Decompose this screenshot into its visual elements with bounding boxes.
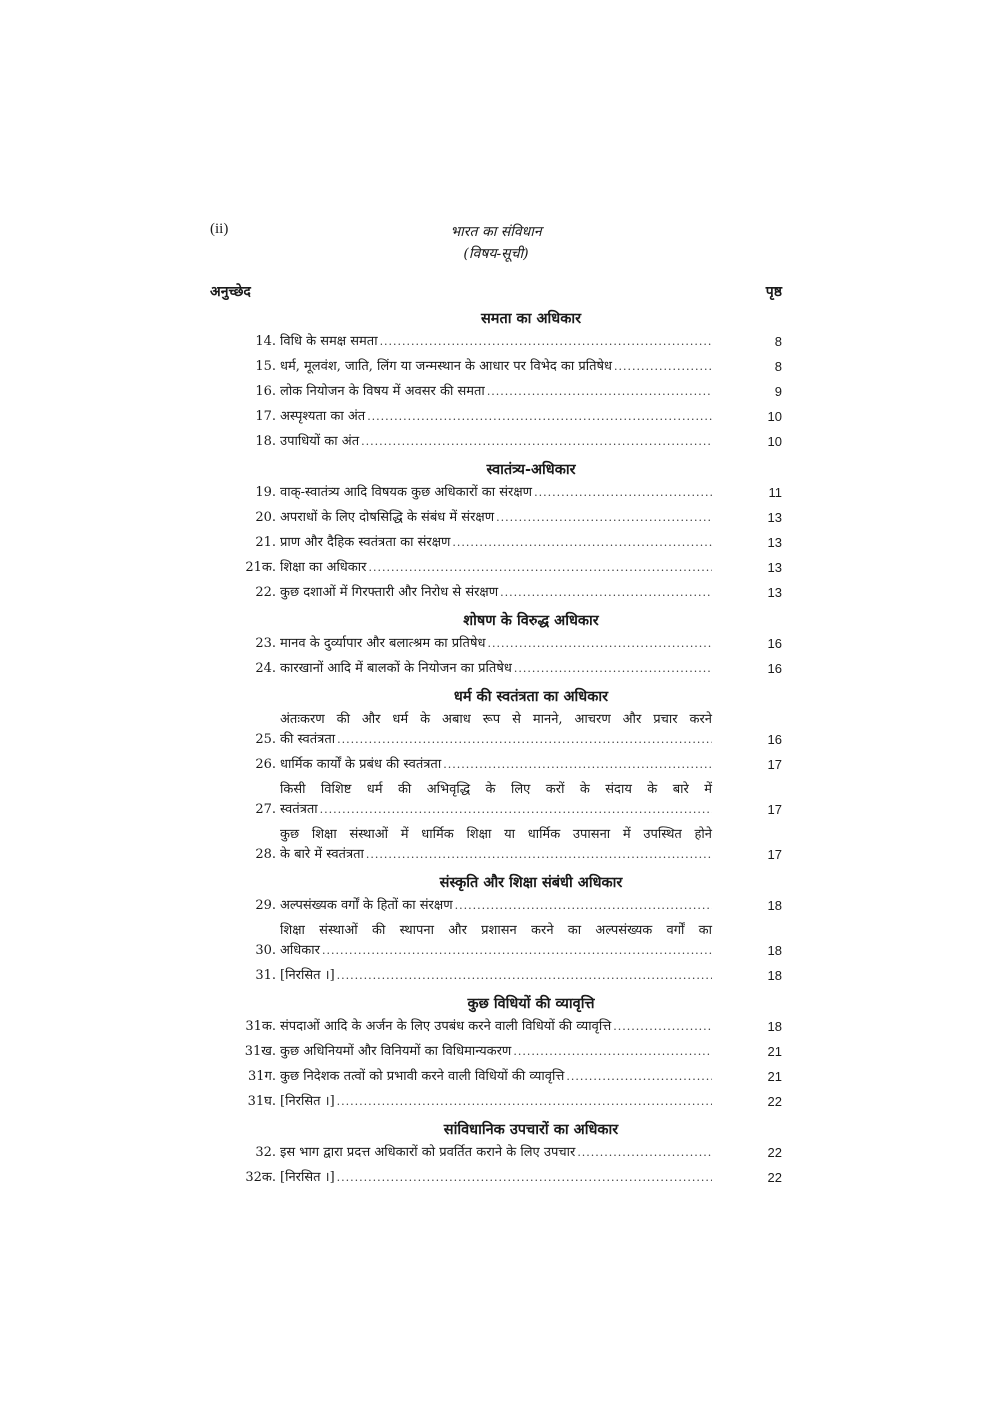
- article-title-line: कुछ निदेशक तत्वों को प्रभावी करने वाली विधियों की व्यावृत्ति: [280, 1069, 565, 1084]
- dot-leader: [380, 332, 712, 352]
- article-title-line: [निरसित ।]: [280, 968, 335, 983]
- page-ref: 18: [767, 968, 782, 983]
- article-title-line: संपदाओं आदि के अर्जन के लिए उपबंध करने वाली विधियों की व्यावृत्ति: [280, 1019, 612, 1034]
- document-subtitle: (विषय-सूची): [463, 246, 529, 262]
- dot-leader: [577, 1143, 712, 1163]
- toc-entry[interactable]: [240, 1143, 782, 1163]
- page-ref: 11: [768, 485, 782, 500]
- page-ref: 18: [767, 1019, 782, 1034]
- dot-leader: [487, 634, 712, 654]
- toc-entry[interactable]: [240, 508, 782, 528]
- page-ref: 21: [767, 1044, 782, 1059]
- dot-leader: [337, 1168, 712, 1188]
- dot-leader: [514, 659, 712, 679]
- section-heading: धर्म की स्वतंत्रता का अधिकार: [453, 688, 609, 705]
- section-heading: स्वातंत्र्य-अधिकार: [486, 461, 576, 478]
- article-title-line: इस भाग द्वारा प्रदत्त अधिकारों को प्रवर्तित कराने के लिए उपचार: [280, 1145, 576, 1160]
- article-number: 31ग.: [248, 1069, 276, 1084]
- article-title: [280, 1017, 712, 1037]
- article-title-line: अल्पसंख्यक वर्गों के हितों का संरक्षण: [280, 898, 453, 913]
- page-ref: 22: [767, 1145, 782, 1160]
- article-title-line: अस्पृश्यता का अंत: [280, 409, 366, 424]
- section-heading: सांविधानिक उपचारों का अधिकार: [443, 1121, 619, 1138]
- page-ref: 17: [767, 802, 782, 817]
- toc-entry[interactable]: [240, 357, 782, 377]
- article-title: [280, 780, 712, 820]
- article-number: 20.: [255, 510, 276, 525]
- page-ref: 9: [774, 384, 782, 399]
- page-ref: 16: [767, 661, 782, 676]
- dot-leader: [322, 941, 712, 961]
- toc-entry[interactable]: [240, 921, 782, 961]
- page-ref: 18: [767, 898, 782, 913]
- article-title: [280, 1092, 712, 1112]
- article-title-line: कुछ शिक्षा संस्थाओं में धार्मिक शिक्षा या धार्मिक उपासना में उपस्थित होने: [280, 827, 712, 842]
- page-ref: 16: [767, 636, 782, 651]
- article-number: 28.: [255, 847, 276, 862]
- page-column-header: पृष्ठ: [765, 284, 782, 300]
- article-title: [280, 659, 712, 679]
- article-title: [280, 583, 712, 603]
- article-number: 31घ.: [247, 1094, 276, 1109]
- dot-leader: [455, 896, 712, 916]
- dot-leader: [614, 357, 712, 377]
- toc-entry[interactable]: [240, 533, 782, 553]
- article-number: 27.: [255, 802, 276, 817]
- article-title: [280, 966, 712, 986]
- page-ref: 10: [767, 434, 782, 449]
- dot-leader: [361, 432, 712, 452]
- dot-leader: [337, 730, 712, 750]
- article-title: [280, 710, 712, 750]
- article-title-line: धर्म, मूलवंश, जाति, लिंग या जन्मस्थान के आधार पर विभेद का प्रतिषेध: [280, 359, 613, 374]
- article-column-header: अनुच्छेद: [210, 284, 251, 300]
- article-title-line: वाक्-स्वातंत्र्य आदि विषयक कुछ अधिकारों का संरक्षण: [280, 485, 533, 500]
- section-heading: कुछ विधियों की व्यावृत्ति: [467, 995, 595, 1012]
- dot-leader: [534, 483, 712, 503]
- page-ref: 8: [774, 334, 782, 349]
- article-title: [280, 1042, 712, 1062]
- page-ref: 13: [767, 585, 782, 600]
- article-number: 32क.: [245, 1170, 276, 1185]
- dot-leader: [368, 558, 712, 578]
- toc-entry[interactable]: [240, 1067, 782, 1087]
- article-title-line: लोक नियोजन के विषय में अवसर की समता: [280, 384, 485, 399]
- article-title-line: शिक्षा का अधिकार: [280, 560, 367, 575]
- page-ref: 22: [767, 1170, 782, 1185]
- article-title: [280, 357, 712, 377]
- article-title: [280, 382, 712, 402]
- article-number: 32.: [255, 1145, 276, 1160]
- article-number: 26.: [255, 757, 276, 772]
- article-title: [280, 407, 712, 427]
- article-title-line: अपराधों के लिए दोषसिद्धि के संबंध में संरक्षण: [280, 510, 495, 525]
- page-ref: 13: [767, 560, 782, 575]
- dot-leader: [366, 845, 712, 865]
- page-ref: 13: [767, 510, 782, 525]
- page-ref: 16: [767, 732, 782, 747]
- dot-leader: [500, 583, 712, 603]
- article-number: 30.: [255, 943, 276, 958]
- dot-leader: [452, 533, 712, 553]
- article-title: [280, 483, 712, 503]
- article-number: 17.: [255, 409, 276, 424]
- page-ref: 17: [767, 847, 782, 862]
- toc-entry[interactable]: [240, 710, 782, 750]
- article-title-line: शिक्षा संस्थाओं की स्थापना और प्रशासन करने का अल्पसंख्यक वर्गों का: [280, 923, 712, 938]
- article-number: 21क.: [245, 560, 276, 575]
- toc-entry[interactable]: [240, 1092, 782, 1112]
- article-number: 21.: [255, 535, 276, 550]
- article-number: 22.: [255, 585, 276, 600]
- toc-entry[interactable]: [240, 634, 782, 654]
- article-number: 19.: [255, 485, 276, 500]
- article-title-line: धार्मिक कार्यों के प्रबंध की स्वतंत्रता: [280, 757, 442, 772]
- page-ref: 8: [774, 359, 782, 374]
- article-number: 18.: [255, 434, 276, 449]
- table-of-contents: [240, 306, 782, 1193]
- section-heading: शोषण के विरुद्ध अधिकार: [463, 612, 599, 629]
- article-number: 15.: [255, 359, 276, 374]
- article-title: [280, 921, 712, 961]
- article-title-line: की स्वतंत्रता: [280, 732, 336, 747]
- article-title: [280, 558, 712, 578]
- article-title: [280, 634, 712, 654]
- page-ref: 17: [767, 757, 782, 772]
- article-title-line: कारखानों आदि में बालकों के नियोजन का प्रतिषेध: [280, 661, 512, 676]
- article-title-line: अधिकार: [280, 943, 320, 958]
- article-number: 16.: [255, 384, 276, 399]
- toc-entry[interactable]: [240, 583, 782, 603]
- dot-leader: [513, 1042, 712, 1062]
- article-title-line: प्राण और दैहिक स्वतंत्रता का संरक्षण: [280, 535, 451, 550]
- article-title-line: अंतःकरण की और धर्म के अबाध रूप से मानने, आचरण और प्रचार करने: [280, 712, 712, 727]
- page-ref: 21: [767, 1069, 782, 1084]
- article-title-line: [निरसित ।]: [280, 1170, 335, 1185]
- article-title: [280, 1143, 712, 1163]
- dot-leader: [337, 966, 712, 986]
- toc-entry[interactable]: [240, 780, 782, 820]
- article-title: [280, 1168, 712, 1188]
- document-title-block: [0, 221, 992, 265]
- toc-entry[interactable]: [240, 432, 782, 452]
- dot-leader: [337, 1092, 712, 1112]
- toc-entry[interactable]: [240, 1042, 782, 1062]
- dot-leader: [367, 407, 712, 427]
- article-title: [280, 508, 712, 528]
- page-ref: 13: [767, 535, 782, 550]
- article-title: [280, 432, 712, 452]
- toc-entry[interactable]: [240, 1168, 782, 1188]
- article-title-line: के बारे में स्वतंत्रता: [280, 847, 364, 862]
- page-number: (ii): [210, 221, 229, 237]
- toc-entry[interactable]: [240, 558, 782, 578]
- article-title: [280, 1067, 712, 1087]
- article-number: 29.: [255, 898, 276, 913]
- dot-leader: [320, 800, 712, 820]
- document-title: भारत का संविधान: [450, 224, 542, 240]
- article-number: 25.: [255, 732, 276, 747]
- article-title: [280, 896, 712, 916]
- dot-leader: [613, 1017, 712, 1037]
- toc-entry[interactable]: [240, 407, 782, 427]
- page-ref: 10: [767, 409, 782, 424]
- toc-entry[interactable]: [240, 659, 782, 679]
- article-number: 31ख.: [244, 1044, 276, 1059]
- article-title: [280, 825, 712, 865]
- toc-entry[interactable]: [240, 382, 782, 402]
- toc-entry[interactable]: [240, 896, 782, 916]
- section-heading: समता का अधिकार: [480, 310, 582, 327]
- article-title-line: [निरसित ।]: [280, 1094, 335, 1109]
- page-ref: 18: [767, 943, 782, 958]
- article-number: 14.: [255, 334, 276, 349]
- article-title-line: विधि के समक्ष समता: [280, 334, 378, 349]
- article-title-line: स्वतंत्रता: [280, 802, 318, 817]
- section-heading: संस्कृति और शिक्षा संबंधी अधिकार: [439, 874, 623, 891]
- toc-entry[interactable]: [240, 966, 782, 986]
- dot-leader: [496, 508, 712, 528]
- article-number: 24.: [255, 661, 276, 676]
- article-title-line: उपाधियों का अंत: [280, 434, 360, 449]
- toc-entry[interactable]: [240, 332, 782, 352]
- toc-entry[interactable]: [240, 825, 782, 865]
- dot-leader: [487, 382, 712, 402]
- toc-entry[interactable]: [240, 1017, 782, 1037]
- dot-leader: [443, 755, 712, 775]
- article-number: 31क.: [245, 1019, 276, 1034]
- article-title-line: कुछ दशाओं में गिरफ्तारी और निरोध से संरक्षण: [280, 585, 499, 600]
- article-number: 31.: [255, 968, 276, 983]
- article-title-line: किसी विशिष्ट धर्म की अभिवृद्धि के लिए करों के संदाय के बारे में: [280, 782, 712, 797]
- article-title: [280, 332, 712, 352]
- article-number: 23.: [255, 636, 276, 651]
- toc-entry[interactable]: [240, 483, 782, 503]
- article-title-line: कुछ अधिनियमों और विनियमों का विधिमान्यकरण: [280, 1044, 512, 1059]
- article-title: [280, 755, 712, 775]
- article-title: [280, 533, 712, 553]
- page-ref: 22: [767, 1094, 782, 1109]
- toc-entry[interactable]: [240, 755, 782, 775]
- dot-leader: [566, 1067, 712, 1087]
- article-title-line: मानव के दुर्व्यापार और बलात्श्रम का प्रतिषेध: [280, 636, 486, 651]
